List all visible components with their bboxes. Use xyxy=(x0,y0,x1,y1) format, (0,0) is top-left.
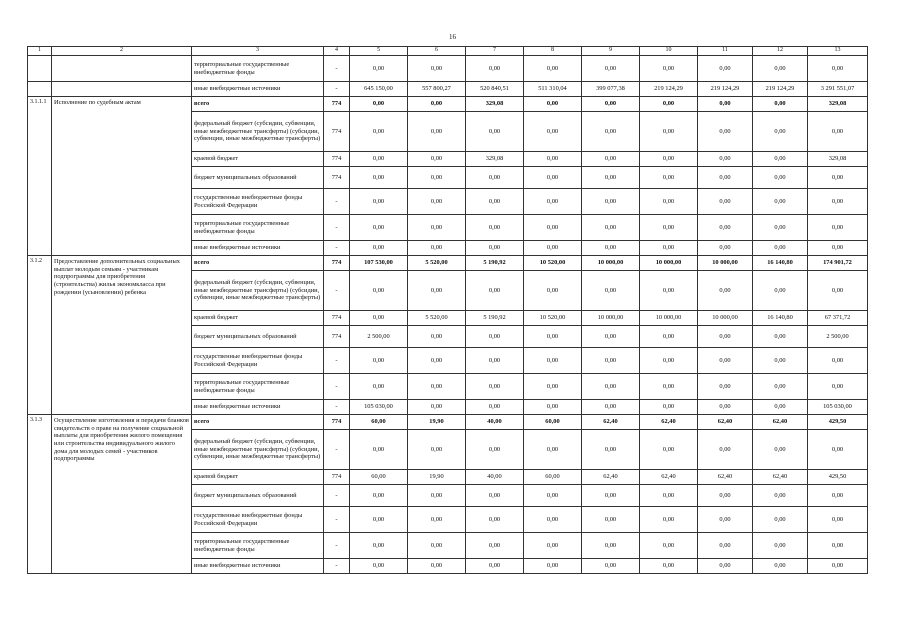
value-cell: 0,00 xyxy=(698,485,753,507)
value-cell: 0,00 xyxy=(808,533,868,559)
value-cell: 0,00 xyxy=(466,485,524,507)
value-cell: 0,00 xyxy=(408,152,466,167)
value-cell: 0,00 xyxy=(582,56,640,82)
value-cell: 0,00 xyxy=(582,326,640,348)
column-number-cell: 10 xyxy=(640,47,698,56)
value-cell: 0,00 xyxy=(524,430,582,470)
value-cell: 0,00 xyxy=(698,507,753,533)
source-cell: государственные внебюджетные фонды Российской Федерации xyxy=(192,348,324,374)
value-cell: 62,40 xyxy=(640,415,698,430)
value-cell: 557 800,27 xyxy=(408,82,466,97)
value-cell: 0,00 xyxy=(582,400,640,415)
value-cell: 0,00 xyxy=(698,326,753,348)
value-cell: 0,00 xyxy=(582,167,640,189)
value-cell: 0,00 xyxy=(524,56,582,82)
value-cell: 0,00 xyxy=(408,348,466,374)
source-cell: краевой бюджет xyxy=(192,152,324,167)
value-cell: 429,50 xyxy=(808,415,868,430)
budget-table xyxy=(27,46,868,574)
value-cell: 0,00 xyxy=(698,189,753,215)
column-number-cell: 1 xyxy=(28,47,52,56)
value-cell: 10 000,00 xyxy=(582,256,640,271)
source-cell: иные внебюджетные источники xyxy=(192,400,324,415)
value-cell: 0,00 xyxy=(408,507,466,533)
value-cell: 0,00 xyxy=(753,374,808,400)
name-cell xyxy=(52,56,192,82)
value-cell: 429,50 xyxy=(808,470,868,485)
value-cell: 0,00 xyxy=(808,189,868,215)
value-cell: 0,00 xyxy=(524,326,582,348)
value-cell: 0,00 xyxy=(466,533,524,559)
value-cell: 0,00 xyxy=(808,559,868,574)
value-cell: 0,00 xyxy=(466,56,524,82)
value-cell: 0,00 xyxy=(640,56,698,82)
value-cell: 0,00 xyxy=(408,485,466,507)
value-cell: 0,00 xyxy=(753,430,808,470)
value-cell: 0,00 xyxy=(582,189,640,215)
value-cell: 0,00 xyxy=(524,189,582,215)
code-cell: 3.1.1.1 xyxy=(28,97,52,256)
value-cell: 0,00 xyxy=(408,241,466,256)
table-row xyxy=(28,82,868,97)
value-cell: 0,00 xyxy=(753,167,808,189)
value-cell: 399 077,38 xyxy=(582,82,640,97)
value-cell: 0,00 xyxy=(466,215,524,241)
value-cell: 0,00 xyxy=(524,348,582,374)
value-cell: 0,00 xyxy=(350,485,408,507)
source-cell: территориальные государственные внебюджетные фонды xyxy=(192,56,324,82)
value-cell: 0,00 xyxy=(466,507,524,533)
kbk-cell: 774 xyxy=(324,97,350,112)
value-cell: 0,00 xyxy=(466,112,524,152)
code-cell xyxy=(28,82,52,97)
kbk-cell: - xyxy=(324,56,350,82)
value-cell: 10 000,00 xyxy=(640,311,698,326)
value-cell: 0,00 xyxy=(408,326,466,348)
value-cell: 0,00 xyxy=(753,533,808,559)
page-number: 16 xyxy=(449,33,456,41)
value-cell: 0,00 xyxy=(466,348,524,374)
kbk-cell: - xyxy=(324,215,350,241)
value-cell: 0,00 xyxy=(582,374,640,400)
kbk-cell: - xyxy=(324,271,350,311)
value-cell: 0,00 xyxy=(524,533,582,559)
kbk-cell: - xyxy=(324,400,350,415)
value-cell: 0,00 xyxy=(466,400,524,415)
value-cell: 5 520,00 xyxy=(408,256,466,271)
value-cell: 0,00 xyxy=(753,97,808,112)
kbk-cell: 774 xyxy=(324,326,350,348)
value-cell: 0,00 xyxy=(466,374,524,400)
value-cell: 0,00 xyxy=(640,271,698,311)
value-cell: 0,00 xyxy=(350,374,408,400)
kbk-cell: 774 xyxy=(324,152,350,167)
value-cell: 0,00 xyxy=(640,241,698,256)
table-row xyxy=(28,415,868,430)
value-cell: 0,00 xyxy=(698,215,753,241)
kbk-cell: - xyxy=(324,485,350,507)
kbk-cell: - xyxy=(324,533,350,559)
source-cell: краевой бюджет xyxy=(192,470,324,485)
value-cell: 19,90 xyxy=(408,470,466,485)
value-cell: 0,00 xyxy=(582,507,640,533)
value-cell: 0,00 xyxy=(808,112,868,152)
value-cell: 0,00 xyxy=(698,152,753,167)
code-cell: 3.1.3 xyxy=(28,415,52,574)
value-cell: 107 530,00 xyxy=(350,256,408,271)
source-cell: территориальные государственные внебюджетные фонды xyxy=(192,374,324,400)
value-cell: 0,00 xyxy=(350,215,408,241)
kbk-cell: 774 xyxy=(324,112,350,152)
value-cell: 0,00 xyxy=(408,215,466,241)
kbk-cell: - xyxy=(324,348,350,374)
value-cell: 10 000,00 xyxy=(698,311,753,326)
value-cell: 62,40 xyxy=(582,470,640,485)
value-cell: 62,40 xyxy=(698,415,753,430)
value-cell: 0,00 xyxy=(350,271,408,311)
value-cell: 0,00 xyxy=(466,559,524,574)
value-cell: 0,00 xyxy=(753,241,808,256)
value-cell: 10 520,00 xyxy=(524,256,582,271)
value-cell: 0,00 xyxy=(582,348,640,374)
source-cell: всего xyxy=(192,256,324,271)
value-cell: 0,00 xyxy=(350,56,408,82)
value-cell: 0,00 xyxy=(582,152,640,167)
value-cell: 0,00 xyxy=(698,167,753,189)
table-row xyxy=(28,56,868,82)
value-cell: 5 190,92 xyxy=(466,256,524,271)
kbk-cell: 774 xyxy=(324,415,350,430)
column-number-cell: 4 xyxy=(324,47,350,56)
value-cell: 0,00 xyxy=(640,112,698,152)
value-cell: 105 030,00 xyxy=(808,400,868,415)
value-cell: 0,00 xyxy=(640,326,698,348)
value-cell: 0,00 xyxy=(808,241,868,256)
source-cell: федеральный бюджет (субсидии, субвенции, иные межбюджетные трансферты) (субсидии, субвенции, иные межбюджетные трансферты) xyxy=(192,271,324,311)
value-cell: 0,00 xyxy=(408,533,466,559)
value-cell: 0,00 xyxy=(698,56,753,82)
value-cell: 0,00 xyxy=(640,167,698,189)
column-number-cell: 13 xyxy=(808,47,868,56)
value-cell: 219 124,29 xyxy=(698,82,753,97)
value-cell: 0,00 xyxy=(698,112,753,152)
value-cell: 329,08 xyxy=(808,152,868,167)
source-cell: всего xyxy=(192,415,324,430)
value-cell: 0,00 xyxy=(524,507,582,533)
source-cell: иные внебюджетные источники xyxy=(192,559,324,574)
value-cell: 0,00 xyxy=(524,112,582,152)
value-cell: 0,00 xyxy=(753,189,808,215)
value-cell: 219 124,29 xyxy=(640,82,698,97)
value-cell: 40,00 xyxy=(466,470,524,485)
source-cell: федеральный бюджет (субсидии, субвенции, иные межбюджетные трансферты) (субсидии, субвенции, иные межбюджетные трансферты) xyxy=(192,112,324,152)
table-row xyxy=(28,97,868,112)
value-cell: 62,40 xyxy=(698,470,753,485)
value-cell: 0,00 xyxy=(640,485,698,507)
kbk-cell: 774 xyxy=(324,311,350,326)
value-cell: 0,00 xyxy=(524,241,582,256)
value-cell: 62,40 xyxy=(640,470,698,485)
value-cell: 219 124,29 xyxy=(753,82,808,97)
kbk-cell: - xyxy=(324,82,350,97)
value-cell: 0,00 xyxy=(640,374,698,400)
value-cell: 10 000,00 xyxy=(640,256,698,271)
value-cell: 0,00 xyxy=(582,271,640,311)
kbk-cell: - xyxy=(324,559,350,574)
value-cell: 0,00 xyxy=(350,559,408,574)
kbk-cell: 774 xyxy=(324,470,350,485)
value-cell: 0,00 xyxy=(466,326,524,348)
value-cell: 5 520,00 xyxy=(408,311,466,326)
value-cell: 0,00 xyxy=(753,348,808,374)
value-cell: 511 310,04 xyxy=(524,82,582,97)
name-cell: Осуществление изготовления и передачи бланков свидетельств о праве на получение социальной выплаты для приобретения жилого помещения или строительства индивидуального жилого дома для молодых семей - участников подпрограммы xyxy=(52,415,192,574)
value-cell: 0,00 xyxy=(808,167,868,189)
value-cell: 0,00 xyxy=(753,559,808,574)
value-cell: 0,00 xyxy=(524,559,582,574)
value-cell: 0,00 xyxy=(640,559,698,574)
source-cell: иные внебюджетные источники xyxy=(192,82,324,97)
value-cell: 0,00 xyxy=(753,485,808,507)
value-cell: 0,00 xyxy=(808,374,868,400)
value-cell: 0,00 xyxy=(408,559,466,574)
value-cell: 0,00 xyxy=(698,271,753,311)
kbk-cell: - xyxy=(324,430,350,470)
value-cell: 0,00 xyxy=(524,215,582,241)
value-cell: 0,00 xyxy=(350,97,408,112)
value-cell: 0,00 xyxy=(408,374,466,400)
value-cell: 0,00 xyxy=(640,430,698,470)
value-cell: 0,00 xyxy=(698,374,753,400)
value-cell: 0,00 xyxy=(698,430,753,470)
value-cell: 520 840,51 xyxy=(466,82,524,97)
value-cell: 0,00 xyxy=(524,400,582,415)
column-number-cell: 12 xyxy=(753,47,808,56)
value-cell: 329,08 xyxy=(808,97,868,112)
value-cell: 105 030,00 xyxy=(350,400,408,415)
value-cell: 0,00 xyxy=(698,400,753,415)
value-cell: 0,00 xyxy=(350,189,408,215)
column-number-cell: 8 xyxy=(524,47,582,56)
value-cell: 645 150,00 xyxy=(350,82,408,97)
kbk-cell: - xyxy=(324,189,350,215)
value-cell: 0,00 xyxy=(350,533,408,559)
value-cell: 0,00 xyxy=(753,215,808,241)
value-cell: 0,00 xyxy=(466,189,524,215)
value-cell: 0,00 xyxy=(582,430,640,470)
value-cell: 40,00 xyxy=(466,415,524,430)
value-cell: 0,00 xyxy=(640,215,698,241)
value-cell: 0,00 xyxy=(698,533,753,559)
value-cell: 0,00 xyxy=(524,485,582,507)
value-cell: 62,40 xyxy=(582,415,640,430)
value-cell: 0,00 xyxy=(698,97,753,112)
value-cell: 0,00 xyxy=(350,112,408,152)
value-cell: 0,00 xyxy=(408,430,466,470)
value-cell: 0,00 xyxy=(582,533,640,559)
value-cell: 62,40 xyxy=(753,470,808,485)
value-cell: 10 000,00 xyxy=(582,311,640,326)
value-cell: 0,00 xyxy=(524,374,582,400)
source-cell: территориальные государственные внебюджетные фонды xyxy=(192,533,324,559)
column-number-cell: 9 xyxy=(582,47,640,56)
source-cell: бюджет муниципальных образований xyxy=(192,326,324,348)
source-cell: краевой бюджет xyxy=(192,311,324,326)
value-cell: 67 371,72 xyxy=(808,311,868,326)
column-number-cell: 11 xyxy=(698,47,753,56)
source-cell: федеральный бюджет (субсидии, субвенции, иные межбюджетные трансферты) (субсидии, субвенции, иные межбюджетные трансферты) xyxy=(192,430,324,470)
column-number-cell: 6 xyxy=(408,47,466,56)
value-cell: 0,00 xyxy=(582,97,640,112)
value-cell: 0,00 xyxy=(582,215,640,241)
source-cell: иные внебюджетные источники xyxy=(192,241,324,256)
value-cell: 0,00 xyxy=(808,56,868,82)
code-cell xyxy=(28,56,52,82)
value-cell: 10 520,00 xyxy=(524,311,582,326)
value-cell: 0,00 xyxy=(582,485,640,507)
value-cell: 60,00 xyxy=(524,415,582,430)
value-cell: 2 500,00 xyxy=(350,326,408,348)
value-cell: 0,00 xyxy=(350,430,408,470)
value-cell: 0,00 xyxy=(466,241,524,256)
value-cell: 0,00 xyxy=(408,112,466,152)
value-cell: 0,00 xyxy=(524,97,582,112)
value-cell: 0,00 xyxy=(753,152,808,167)
kbk-cell: 774 xyxy=(324,256,350,271)
value-cell: 0,00 xyxy=(582,241,640,256)
value-cell: 10 000,00 xyxy=(698,256,753,271)
value-cell: 0,00 xyxy=(808,485,868,507)
value-cell: 0,00 xyxy=(524,271,582,311)
value-cell: 0,00 xyxy=(408,167,466,189)
value-cell: 0,00 xyxy=(753,271,808,311)
value-cell: 0,00 xyxy=(582,559,640,574)
value-cell: 0,00 xyxy=(640,348,698,374)
value-cell: 0,00 xyxy=(808,348,868,374)
column-number-cell: 7 xyxy=(466,47,524,56)
value-cell: 2 500,00 xyxy=(808,326,868,348)
value-cell: 329,08 xyxy=(466,152,524,167)
name-cell: Исполнение по судебным актам xyxy=(52,97,192,256)
value-cell: 0,00 xyxy=(524,152,582,167)
code-cell: 3.1.2 xyxy=(28,256,52,415)
source-cell: государственные внебюджетные фонды Российской Федерации xyxy=(192,507,324,533)
source-cell: территориальные государственные внебюджетные фонды xyxy=(192,215,324,241)
value-cell: 0,00 xyxy=(350,152,408,167)
value-cell: 60,00 xyxy=(350,415,408,430)
value-cell: 0,00 xyxy=(350,311,408,326)
value-cell: 329,08 xyxy=(466,97,524,112)
value-cell: 0,00 xyxy=(640,189,698,215)
source-cell: всего xyxy=(192,97,324,112)
value-cell: 0,00 xyxy=(466,271,524,311)
value-cell: 0,00 xyxy=(808,215,868,241)
name-cell: Предоставление дополнительных социальных выплат молодым семьям - участникам подпрограммы для приобретения (строительства) жилья экономкласса при рождении (усыновлении) ребенка xyxy=(52,256,192,415)
value-cell: 0,00 xyxy=(808,271,868,311)
source-cell: государственные внебюджетные фонды Российской Федерации xyxy=(192,189,324,215)
value-cell: 0,00 xyxy=(640,97,698,112)
name-cell xyxy=(52,82,192,97)
value-cell: 0,00 xyxy=(408,56,466,82)
value-cell: 0,00 xyxy=(753,112,808,152)
value-cell: 0,00 xyxy=(753,400,808,415)
kbk-cell: 774 xyxy=(324,167,350,189)
source-cell: бюджет муниципальных образований xyxy=(192,485,324,507)
value-cell: 0,00 xyxy=(698,559,753,574)
value-cell: 60,00 xyxy=(524,470,582,485)
value-cell: 0,00 xyxy=(524,167,582,189)
value-cell: 16 140,80 xyxy=(753,256,808,271)
kbk-cell: - xyxy=(324,507,350,533)
kbk-cell: - xyxy=(324,241,350,256)
column-number-cell: 3 xyxy=(192,47,324,56)
value-cell: 174 901,72 xyxy=(808,256,868,271)
value-cell: 16 140,80 xyxy=(753,311,808,326)
value-cell: 0,00 xyxy=(698,348,753,374)
kbk-cell: - xyxy=(324,374,350,400)
source-cell: бюджет муниципальных образований xyxy=(192,167,324,189)
value-cell: 0,00 xyxy=(698,241,753,256)
value-cell: 0,00 xyxy=(408,97,466,112)
value-cell: 0,00 xyxy=(640,152,698,167)
value-cell: 0,00 xyxy=(466,167,524,189)
value-cell: 0,00 xyxy=(753,56,808,82)
value-cell: 0,00 xyxy=(350,241,408,256)
column-number-cell: 5 xyxy=(350,47,408,56)
value-cell: 0,00 xyxy=(350,348,408,374)
value-cell: 0,00 xyxy=(408,271,466,311)
value-cell: 62,40 xyxy=(753,415,808,430)
value-cell: 0,00 xyxy=(640,533,698,559)
value-cell: 60,00 xyxy=(350,470,408,485)
header-row xyxy=(28,47,868,56)
value-cell: 0,00 xyxy=(808,507,868,533)
value-cell: 0,00 xyxy=(466,430,524,470)
column-number-cell: 2 xyxy=(52,47,192,56)
value-cell: 0,00 xyxy=(753,507,808,533)
value-cell: 0,00 xyxy=(408,189,466,215)
value-cell: 0,00 xyxy=(350,167,408,189)
value-cell: 3 291 551,07 xyxy=(808,82,868,97)
value-cell: 5 190,92 xyxy=(466,311,524,326)
value-cell: 0,00 xyxy=(753,326,808,348)
value-cell: 0,00 xyxy=(640,400,698,415)
value-cell: 0,00 xyxy=(582,112,640,152)
value-cell: 0,00 xyxy=(808,430,868,470)
table-body xyxy=(28,47,868,574)
value-cell: 0,00 xyxy=(640,507,698,533)
value-cell: 19,90 xyxy=(408,415,466,430)
value-cell: 0,00 xyxy=(408,400,466,415)
value-cell: 0,00 xyxy=(350,507,408,533)
table-row xyxy=(28,256,868,271)
